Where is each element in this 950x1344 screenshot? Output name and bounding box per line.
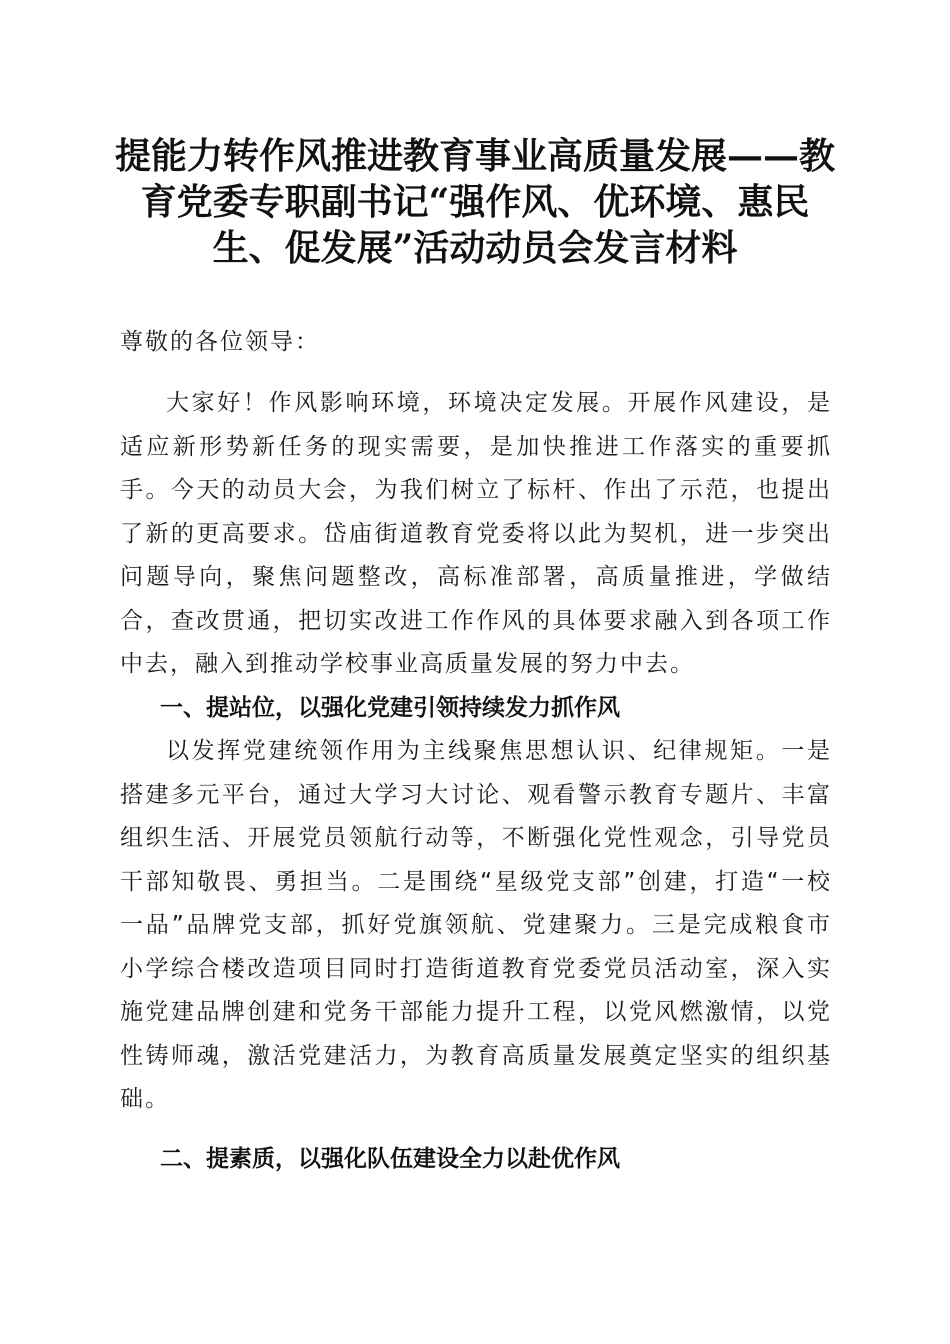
intro-paragraph: 大家好！作风影响环境，环境决定发展。开展作风建设，是适应新形势新任务的现实需要，是加快推进工作落实的重要抓手。今天的动员大会，为我们树立了标杆、作出了示范，也提出了新的更高要求。岱庙街道教育党委将以此为契机，进一步突出问题导向，聚焦问题整改，高标准部署，高质量推进，学做结合，查改贯通，把切实改进工作作风的具体要求融入到各项工作中去，融入到推动学校事业高质量发展的努力中去。 — [120, 390, 832, 677]
document-body — [120, 322, 832, 1181]
section-heading-2: 二、提素质，以强化队伍建设全力以赴优作风 — [160, 1145, 620, 1172]
section-heading-1: 一、提站位，以强化党建引领持续发力抓作风 — [160, 694, 620, 721]
section-1-paragraph: 以发挥党建统领作用为主线聚焦思想认识、纪律规矩。一是搭建多元平台，通过大学习大讨论、观看警示教育专题片、丰富组织生活、开展党员领航行动等，不断强化党性观念，引导党员干部知敬畏、勇担当。二是围绕“星级党支部”创建，打造“一校一品”品牌党支部，抓好党旗领航、党建聚力。三是完成粮食市小学综合楼改造项目同时打造街道教育党委党员活动室，深入实施党建品牌创建和党务干部能力提升工程，以党风燃激情，以党性铸师魂，激活党建活力，为教育高质量发展奠定坚实的组织基础。 — [120, 738, 832, 1112]
document-title: 提能力转作风推进教育事业高质量发展——教育党委专职副书记“强作风、优环境、惠民生、促发展”活动动员会发言材料 — [114, 135, 835, 269]
salutation: 尊敬的各位领导： — [120, 329, 320, 355]
